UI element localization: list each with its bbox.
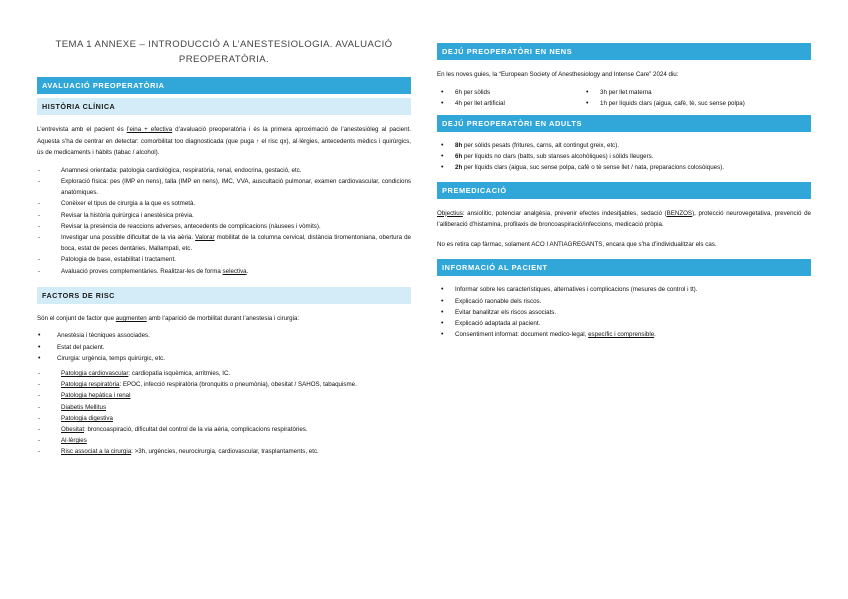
list-item: • Explicació adaptada al pacient. bbox=[437, 318, 811, 329]
deju-adults-list bbox=[437, 140, 811, 174]
section-deju-adults-heading: DEJÚ PREOPERATÒRI EN ADULTS bbox=[437, 115, 811, 132]
historia-intro-emphasis: l’eina + efectiva bbox=[126, 126, 173, 133]
list-item: • Informar sobre les característiques, alternatives i complicacions (mesures de control i tt). bbox=[437, 284, 811, 295]
list-item: - Patologia hepàtica i renal bbox=[37, 390, 411, 401]
list-item: - Patologia de base, estabilitat i tractament. bbox=[37, 254, 411, 265]
list-item: - Exploració física: pes (IMP en nens), talla (IMP en nens), IMC, VVA, auscultació pulmonar, examen cardiovascular, condicions anatòmiques. bbox=[37, 176, 411, 198]
list-item: • Anestèsia i tècniques associades. bbox=[37, 330, 411, 341]
deju-nens-col2 bbox=[582, 87, 769, 109]
list-item: - Conèixer el tipus de cirurgia a la que es sotmetà. bbox=[37, 198, 411, 209]
subsection-historia-heading: HISTÒRIA CLÍNICA bbox=[37, 98, 411, 115]
list-item: - Diabetis Mellitus bbox=[37, 402, 411, 413]
list-item: - Patologia cardiovascular: cardiopatia isquèmica, arritmies, IC. bbox=[37, 368, 411, 379]
factors-bullets bbox=[37, 330, 411, 364]
list-item: • 8h per sòlids pesats (fritures, carns, alt contingut greix, etc). bbox=[437, 140, 811, 151]
list-item: • Cirurgia: urgència, temps quirúrgic, etc. bbox=[37, 353, 411, 364]
list-item: • Estat del pacient. bbox=[37, 342, 411, 353]
section-deju-nens-heading: DEJÚ PREOPERATÒRI EN NENS bbox=[437, 43, 811, 60]
list-item: - Avaluació proves complementàries. Realitzar-les de forma selectiva. bbox=[37, 266, 411, 277]
list-item: • 6h per sòlids bbox=[437, 87, 624, 98]
subsection-factors-heading: FACTORS DE RISC bbox=[37, 287, 411, 304]
document-title: TEMA 1 ANNEXE – INTRODUCCIÓ A L’ANESTESIOLOGIA. AVALUACIÓ PREOPERATÒRIA. bbox=[55, 39, 393, 65]
deju-nens-intro: En les noves guies, la “European Society of Anesthesiology and Intense Care” 2024 diu: bbox=[437, 71, 679, 78]
section-informacio-heading: INFORMACIÓ AL PACIENT bbox=[437, 259, 811, 276]
historia-intro: L’entrevista amb el pacient és l’eina + efectiva d’avaluació preoperatòria i és la primera aproximació de l’anestesiòleg al pacient. Aquesta s’ha de centrar en detectar: comorbilitat too diagnosticada (que puga ↑ el risc qx), al·lèrgies, antecedents mèdics i quirúrgics, ús de medicaments i hàbits (tabac / alcohol). bbox=[37, 126, 411, 157]
list-item: - Al·lèrgies bbox=[37, 435, 411, 446]
list-item: - Risc associat a la cirurgia: >3h, urgències, neurocirurgia, cardiovascular, trasplantaments, etc. bbox=[37, 446, 411, 457]
premedicacio-note: No es retira cap fàrmac, solament ACO I ANTIAGREGANTS, encara que s’ha d’individualitzar els cas. bbox=[437, 240, 717, 248]
list-item: • 3h per llet materna bbox=[582, 87, 769, 98]
left-column bbox=[37, 36, 411, 458]
list-item: - Revisar la presència de reaccions adverses, antecedents de complicacions (nàusees i vòmits). bbox=[37, 221, 411, 232]
premedicacio-objectius: Objectius: ansiolític, potenciar analgèsia, prevenir efectes indesitjables, sedació (BENZOS), protecció neurovegetativa, prevenció de l’alliberació d’histamina, profilaxis de broncoaspiració/infeccions, medicació pròpia. bbox=[437, 209, 811, 229]
historia-list bbox=[37, 165, 411, 277]
list-item: • 6h per líquids no clars (batts, sub stanses alcohòliques) i sòlids lleugers. bbox=[437, 151, 811, 162]
informacio-list bbox=[437, 284, 811, 340]
factors-dashes bbox=[37, 368, 411, 458]
factors-intro: Són el conjunt de factor que augmenten amb l’aparició de morbilitat durant l’anestesia i cirurgia: bbox=[37, 314, 300, 322]
list-item: - Obesitat: broncoaspiració, dificultat del control de la via aèria, complicacions respiratòries. bbox=[37, 424, 411, 435]
list-item: • 4h per llet artificial bbox=[437, 98, 624, 109]
section-avaluacio-heading: AVALUACIÓ PREOPERATÒRIA bbox=[37, 77, 411, 94]
right-column bbox=[437, 43, 811, 340]
deju-nens-lists bbox=[437, 87, 811, 109]
list-item: • Explicació raonable dels riscos. bbox=[437, 296, 811, 307]
list-item: - Patologia digestiva bbox=[37, 413, 411, 424]
list-item: • 2h per líquids clars (aigua, suc sense polpa, cafè o tè sense llet / nata, preparacions colosòiques). bbox=[437, 162, 811, 173]
list-item: - Investigar una possible dificultat de la via aèria. Valorar mobilitat de la columna cervical, distància tiromentoniana, obertura de boca, estat de peces dentàries, Mallampati, etc. bbox=[37, 232, 411, 254]
list-item: • Consentiment informat: document medico-legal, específic i comprensible. bbox=[437, 329, 811, 340]
section-premedicacio-heading: PREMEDICACIÓ bbox=[437, 182, 811, 199]
list-item: - Patologia respiratòria: EPOC, infecció respiratòria (bronquitis o pneumònia), obesitat / SAHOS, tabaquisme. bbox=[37, 379, 411, 390]
list-item: • 1h per líquids clars (aigua, cafè, tè, suc sense polpa) bbox=[582, 98, 769, 109]
list-item: - Revisar la història quirúrgica i anestèsica prèvia. bbox=[37, 210, 411, 221]
list-item: - Anamnesi orientada: patologia cardiològica, respiratòria, renal, endocrina, gestació, etc. bbox=[37, 165, 411, 176]
list-item: • Evitar banalitzar els riscos associats. bbox=[437, 307, 811, 318]
